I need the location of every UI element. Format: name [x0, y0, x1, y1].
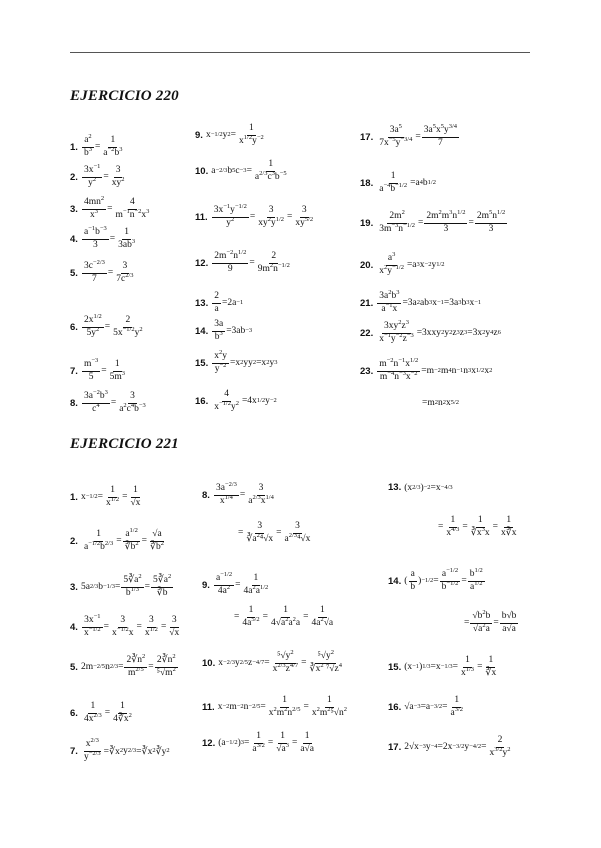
exercise-220-4: 4. $a^{-1}b^{-3}$ 3 = 1 $3ab^3$ [70, 224, 136, 250]
exercise-220-19: 19. $2m^2$ $3m^{-3}n^{-1/2}$ = $2m^2m^3n^{1/2}$ 3 = $2m^5n^{1/2}$ 3 [360, 208, 506, 234]
exercise-221-13-result: = 1 $x^{4/3}$ = 1 $∛x^3x$ = 1 x∛x [438, 515, 517, 538]
exercise-220-9: 9. x −1/2 y 2 = 1 $x^{1/2}y^{-2}$ [195, 123, 264, 146]
exercise-220-14: 14. 3a $b^3$ =3ab −3 [195, 319, 253, 342]
exercise-220-16: 16. 4 $x^{-1/2}y^2$ =4x 1/2 y −2 [195, 389, 277, 412]
exercise-221-9-result: = 1 $4a^{5/2}$ = 1 $4√a^2a^2a$ = 1 $4a^2√a$ [234, 605, 334, 628]
exercise-221-8-result: = 3 $∛a^2^4√x$ = 3 $a^{2/3}^4√x$ [238, 521, 311, 544]
exercise-220-3: 3. $4mn^2$ $x^3$ = 4 $m^{-1}n^{-2}x^3$ [70, 194, 150, 220]
exercise-220-13: 13. 2 a =2a −1 [195, 291, 244, 314]
exercise-221-7: 7. $x^{2/3}$ $y^{-2/3}$ =∛x 2 y 2/3 =∛x 2 ∛y 2 [70, 736, 170, 762]
exercise-221-3: 3. 5a 2/3 b −1/3 = $5∛a^2$ $b^{1/3}$ = $5∛a^2$ ∛b [70, 572, 172, 598]
exercise-221-16: 16. √a −3 =a −3/2 = 1 $a^{3/2}$ [388, 695, 464, 718]
exercise-221-5: 5. 2m −2/5 n 2/3 = $2∛n^2$ $m^{2/5}$ = $2∛n^2$ $^5√m^2$ [70, 652, 176, 678]
exercise-221-13: 13. (x 2/3 ) −2 =x −4/3 [388, 482, 453, 493]
exercise-220-2: 2. $3x^{-1}$ $y^2$ = 3 $xy^2$ [70, 162, 125, 188]
exercise-220-20: 20. $a^3$ $x^2y^{-1/2}$ =a 3 x −2 y 1/2 [360, 250, 445, 276]
exercise-221-14-result: = $√b^2b$ $√a^2a$ = b√b a√a [464, 608, 517, 634]
top-rule [70, 52, 530, 53]
exercise-220-15: 15. $x^2y$ $y^{-2}$ =x 2 yy 2 =x 2 y 3 [195, 348, 278, 374]
section-title-220: EJERCICIO 220 [70, 88, 179, 104]
exercise-220-12: 12. $2m^{-2}n^{1/2}$ 9 = 2 $9m^2n^{-1/2}$ [195, 248, 290, 274]
exercise-220-23-result: =m 2 n 2 x 5/2 [422, 398, 460, 408]
exercise-220-10: 10. a −2/3 b 5 c −3 = 1 $a^{2/3}c^3b^{-5}$ [195, 159, 287, 182]
section-title-221: EJERCICIO 221 [70, 436, 179, 452]
exercise-220-17: 17. $3a^5$ $7x^{-5}y^{-3/4}$ = $3a^5x^5y^{3/4}$ 7 [360, 122, 458, 148]
exercise-221-12: 12. (a −1/2 ) 3 = 1 $a^{3/2}$ = 1 $√a^3$ = 1 a√a [202, 731, 314, 754]
exercise-220-6: 6. $2x^{1/2}$ $5y^2$ = 2 $5x^{-1/2}y^2$ [70, 312, 143, 338]
exercise-220-23: 23. $m^{-2}n^{-1}x^{1/2}$ $m^{-4}n^{-3}x^{-2}$ =m −2 m 4 n −1 n 3 x 1/2 x 2 [360, 356, 493, 382]
exercise-221-15: 15. (x −1 ) 1/3 =x −1/3 = 1 $x^{1/3}$ = 1 ∛x [388, 655, 497, 678]
exercise-221-2: 2. 1 $a^{-1/2}b^{2/3}$ = $a^{1/2}$ $∛b^2$ = √a $∛b^2$ [70, 526, 165, 552]
exercise-220-18: 18. 1 $a^{-4}b^{-1/2}$ =a 4 b 1/2 [360, 171, 436, 194]
exercise-221-6: 6. 1 $4x^{2/3}$ = 1 $4∛x^2$ [70, 701, 132, 724]
exercise-221-4: 4. $3x^{-1}$ $x^{-1/2}$ = 3 $x^{-1/2}x$ = 3 $x^{1/2}$ = 3 √x [70, 612, 180, 638]
exercise-221-9: 9. $a^{-1/2}$ $4a^2$ = 1 $4a^2a^{1/2}$ [202, 570, 269, 596]
exercise-220-11: 11. $3x^{-1}y^{-1/2}$ $y^2$ = 3 $xy^2y^{1/2}$ = 3 $xy^{5/2}$ [195, 202, 314, 228]
exercise-220-22: 22. $3xy^2z^3$ $x^{-1}y^{-2}z^{-3}$ =3xxy 2 y 2 z 3 z 3 =3x 2 y 4 z 6 [360, 318, 501, 344]
exercise-221-14: 14. ( a b ) −1/2 = $a^{-1/2}$ $b^{-1/2}$ = $b^{1/2}$ $a^{1/2}$ [388, 566, 483, 592]
exercise-221-8: 8. $3a^{-2/3}$ $x^{1/4}$ = 3 $a^{2/3}x^{1/4}$ [202, 480, 274, 506]
exercise-220-5: 5. $3c^{-2/3}$ 7 = 3 $7c^{2/3}$ [70, 258, 134, 284]
exercise-221-10: 10. x −2/3 y 2/5 z −4/7 = $^5√y^2$ $x^{2/3}z^{4/7}$ = $^5√y^2$ $∛x^2$ $^7√z^4$ [202, 648, 342, 674]
exercise-221-11: 11. x −2 m −2 n −2/5 = 1 $x^2m^2n^{2/5}$ = 1 $x^2m^2^5√n^2$ [202, 695, 347, 718]
exercise-220-7: 7. $m^{-3}$ 5 = 1 $5m^3$ [70, 356, 125, 382]
exercise-221-1: 1. x −1/2 = 1 $x^{1/2}$ = 1 √x [70, 485, 141, 508]
exercise-220-1: 1. $a^2$ $b^3$ = 1 $a^{-2}b^3$ [70, 132, 123, 158]
exercise-220-21: 21. $3a^2b^3$ $a^{-1}x$ =3a 2 ab 3 x −1 =3a 3 b 3 x −1 [360, 288, 482, 314]
exercise-220-8: 8. $3a^{-2}b^3$ $c^4$ = 3 $a^2c^4b^{-3}$ [70, 388, 146, 414]
exercise-221-17: 17. 2√x −3 y −4 =2x −3/2 y −4/2 = 2 $x^{3/2}y^2$ [388, 735, 511, 758]
